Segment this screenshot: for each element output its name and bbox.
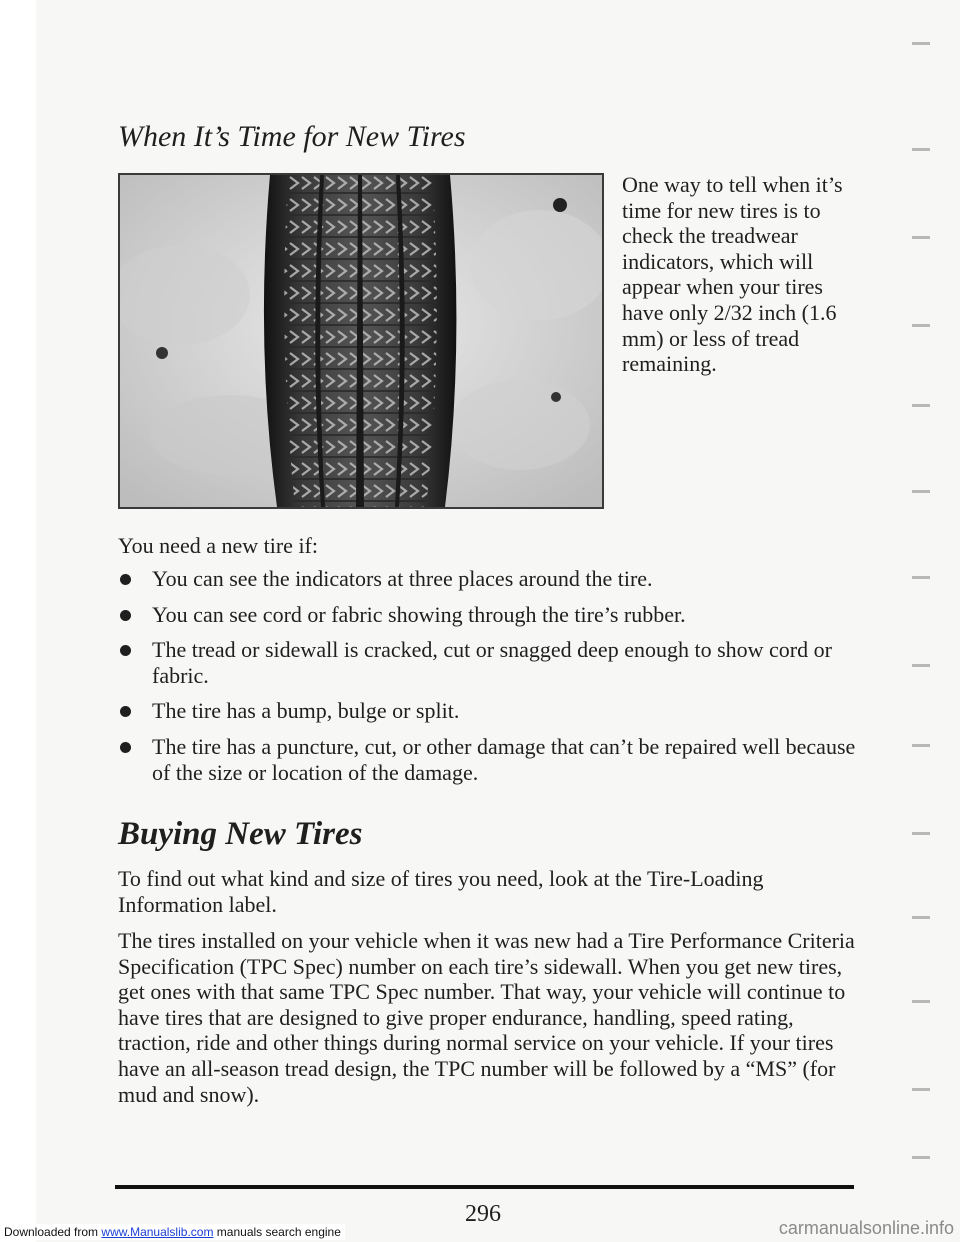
page-number: 296 xyxy=(465,1201,501,1227)
list-item: You can see the indicators at three places around the tire. xyxy=(118,566,858,592)
list-item: The tire has a puncture, cut, or other damage that can’t be repaired well because of the size or location of the damage. xyxy=(118,734,858,785)
tire-loading-paragraph: To find out what kind and size of tires you need, look at the Tire-Loading Information label. xyxy=(118,866,764,917)
list-item: The tread or sidewall is cracked, cut or snagged deep enough to show cord or fabric. xyxy=(118,637,858,688)
watermark: carmanualsonline.info xyxy=(778,1218,954,1238)
section-title-buying-tires: Buying New Tires xyxy=(118,816,363,852)
need-new-tire-intro: You need a new tire if: xyxy=(118,533,318,558)
bullet-icon xyxy=(120,574,131,585)
tire-replacement-conditions xyxy=(118,566,858,795)
section-title-new-tires: When It’s Time for New Tires xyxy=(118,120,466,153)
bullet-icon xyxy=(120,706,131,717)
tire-illustration xyxy=(120,175,602,507)
footer-suffix: manuals search engine xyxy=(216,1225,341,1239)
left-margin-strip xyxy=(0,0,36,1242)
bullet-icon xyxy=(120,742,131,753)
download-footer xyxy=(0,1224,345,1240)
bullet-icon xyxy=(120,610,131,621)
footer-prefix: Downloaded from xyxy=(4,1225,99,1239)
list-item: The tire has a bump, bulge or split. xyxy=(118,698,858,724)
bullet-icon xyxy=(120,645,131,656)
treadwear-intro-text: One way to tell when it’s time for new tires is to check the treadwear indicators, which will appear when your tires have only 2/32 inch (1.6 mm) or less of tread remaining. xyxy=(622,172,843,377)
list-item: You can see cord or fabric showing through the tire’s rubber. xyxy=(118,602,858,628)
footer-rule xyxy=(115,1185,854,1189)
tire-tread-photo xyxy=(118,173,604,509)
tpc-spec-paragraph: The tires installed on your vehicle when it was new had a Tire Performance Criteria Specification (TPC Spec) number on each tire’s sidewall. When you get new tires, get ones with that same TPC Spec number. That way, your vehicle will continue to have tires that are designed to give proper endurance, handling, speed rating, traction, ride and other things during normal service on your vehicle. If your tires have an all-season tread design, the TPC number will be followed by a “MS” (for mud and snow). xyxy=(118,928,855,1107)
manualslib-link[interactable]: www.Manualslib.com xyxy=(101,1225,214,1239)
